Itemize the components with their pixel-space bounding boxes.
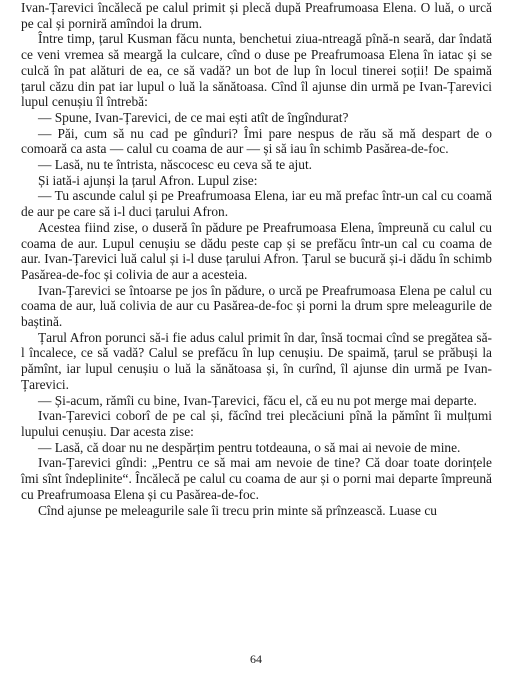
paragraph-2: Între timp, țarul Kusman făcu nunta, benchetui ziua-ntreagă pînă-n seară, dar îndată ce veni vremea să meargă la culcare, cînd o duse pe Preafrumoasa Elena în iatac și se culcă în pat alături de ea, ce să vadă? un bot de lup în locul tinerei soții! De spaimă țarul căzu din pat iar lupul o luă la sănătoasa. Cînd îl ajunse din urmă pe Ivan-Țarevici lupul cenușiu îl întrebă: bbox=[21, 31, 492, 110]
paragraph-14: Ivan-Țarevici gîndi: „Pentru ce să mai am nevoie de tine? Că doar toate dorințele îmi sînt îndeplinite“. Încălecă pe calul cu coama de aur și o porni mai departe împreună cu Preafrumoasa Elena și cu Pasărea-de-foc. bbox=[21, 455, 492, 502]
paragraph-10: Țarul Afron porunci să-i fie adus calul primit în dar, însă tocmai cînd se pregătea să-l încalece, ce să vadă? Calul se prefăcu în lup cenușiu. De spaimă, țarul se prăbuși la pămînt, iar lupul cenușiu o luă la sănătoasa și, în curînd, îl ajunse din urmă pe Ivan-Țarevici. bbox=[21, 329, 492, 392]
paragraph-9: Ivan-Țarevici se întoarse pe jos în pădure, o urcă pe Preafrumoasa Elena pe calul cu coama de aur, luă colivia de aur cu Pasărea-de-foc și porni la drum spre meleagurile de baștină. bbox=[21, 282, 492, 330]
paragraph-6: Și iată-i ajunși la țarul Afron. Lupul zise: bbox=[38, 172, 258, 188]
story-text bbox=[21, 0, 492, 518]
paragraph-1: Ivan-Țarevici încălecă pe calul primit și plecă după Preafrumoasa Elena. O luă, o urcă pe cal și porniră amîndoi la drum. bbox=[21, 0, 492, 31]
paragraph-8: Acestea fiind zise, o duseră în pădure pe Preafrumoasa Elena, împreună cu calul cu coama de aur. Lupul cenușiu se dădu peste cap și se prefăcu într-un cal cu coama de aur. Ivan-Țarevici luă calul și i-l duse țarului Afron. Țarul se bucură și-i dădu în schimb Pasărea-de-foc și colivia de aur a acesteia. bbox=[21, 219, 492, 282]
paragraph-3: — Spune, Ivan-Țarevici, de ce mai ești atît de îngîndurat? bbox=[38, 109, 349, 125]
paragraph-4: — Păi, cum să nu cad pe gînduri? Îmi pare nespus de rău să mă despart de o comoară ca asta — calul cu coama de aur — și să iau în schimb Pasărea-de-foc. bbox=[21, 125, 492, 157]
paragraph-5: — Lasă, nu te întrista, născocesc eu ceva să te ajut. bbox=[38, 157, 313, 173]
page-number: 64 bbox=[250, 652, 262, 666]
paragraph-11: — Și-acum, rămîi cu bine, Ivan-Țarevici, făcu el, că eu nu pot merge mai departe. bbox=[38, 392, 477, 408]
paragraph-7: — Tu ascunde calul și pe Preafrumoasa Elena, iar eu mă prefac într-un cal cu coamă de aur pe care să i-l duci țarului Afron. bbox=[21, 188, 492, 220]
paragraph-12: Ivan-Țarevici coborî de pe cal și, făcînd trei plecăciuni pînă la pămînt îi mulțumi lupului cenușiu. Dar acesta zise: bbox=[21, 408, 492, 439]
paragraph-13: — Lasă, că doar nu ne despărțim pentru totdeauna, o să mai ai nevoie de mine. bbox=[38, 439, 461, 455]
paragraph-15: Cînd ajunse pe meleagurile sale îi trecu prin minte să prînzească. Luase cu bbox=[38, 502, 437, 518]
